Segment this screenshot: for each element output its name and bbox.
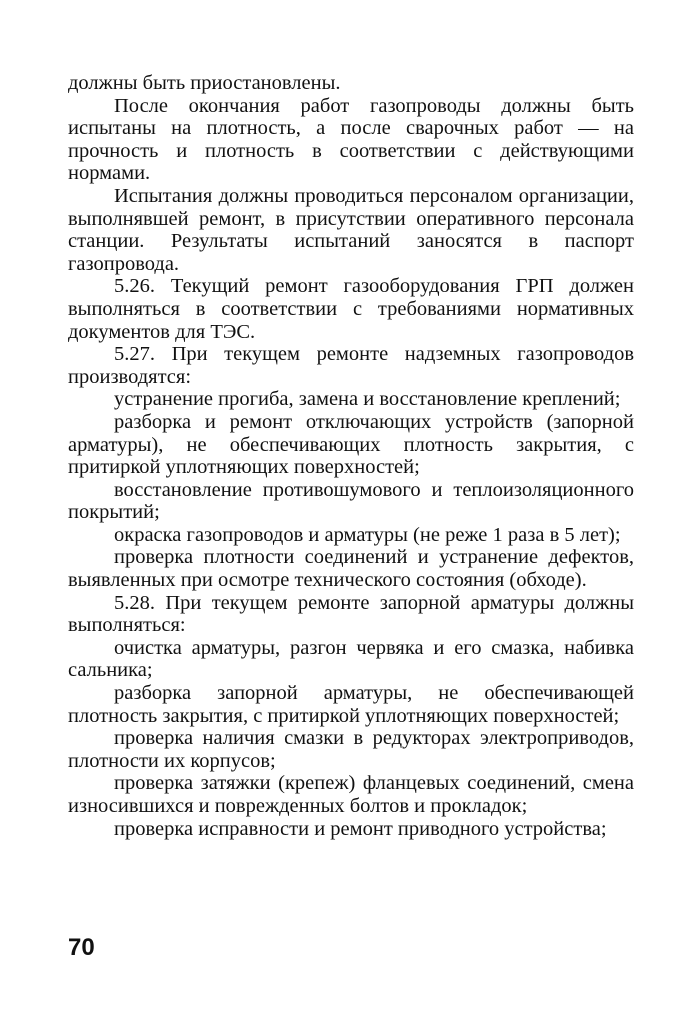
list-item-drive-check: проверка исправности и ремонт приводного устройства; [114,817,607,840]
list-item-insulation-restore: восстановление противошумового и теплоизоляционного покрытий; [68,478,634,524]
paragraph-continuation: должны быть приостановлены. [68,72,341,94]
paragraph-testing-after-works: После окончания работ газопроводы должны быть испытаны на плотность, а после сварочных работ — на прочность и плотность в соответствии с действующими нормами. [68,94,634,185]
paragraph-5-28: 5.28. При текущем ремонте запорной арматуры должны выполняться: [68,591,634,637]
paragraph-testing-personnel: Испытания должны проводиться персоналом организации, выполнявшей ремонт, в присутствии оперативного персонала станции. Результаты испытаний заносятся в паспорт газопровода. [68,184,634,275]
page-number: 70 [68,934,95,961]
list-item-valve-cleaning: очистка арматуры, разгон червяка и его смазка, набивка сальника; [68,636,634,682]
paragraph-5-27: 5.27. При текущем ремонте надземных газопроводов производятся: [68,343,634,388]
list-item-shutoff-repair: разборка и ремонт отключающих устройств (запорной арматуры), не обеспечивающих плотность закрытия, с притиркой уплотняющих поверхностей; [68,410,634,479]
paragraph-5-26: 5.26. Текущий ремонт газооборудования ГРП должен выполняться в соответствии с требованиями нормативных документов для ТЭС. [68,275,634,343]
list-item-painting: окраска газопроводов и арматуры (не реже 1 раза в 5 лет); [114,523,621,546]
document-body [68,72,634,840]
list-item-flange-check: проверка затяжки (крепеж) фланцевых соединений, смена износившихся и поврежденных болтов и прокладок; [68,772,634,817]
list-item-lubrication-check: проверка наличия смазки в редукторах электроприводов, плотности их корпусов; [68,727,634,772]
list-item-joint-check: проверка плотности соединений и устранение дефектов, выявленных при осмотре технического состояния (обходе). [68,546,634,592]
list-item-sag-removal: устранение прогиба, замена и восстановление креплений; [114,388,621,411]
list-item-valve-disassembly: разборка запорной арматуры, не обеспечивающей плотность закрытия, с притиркой уплотняющих поверхностей; [68,682,634,727]
